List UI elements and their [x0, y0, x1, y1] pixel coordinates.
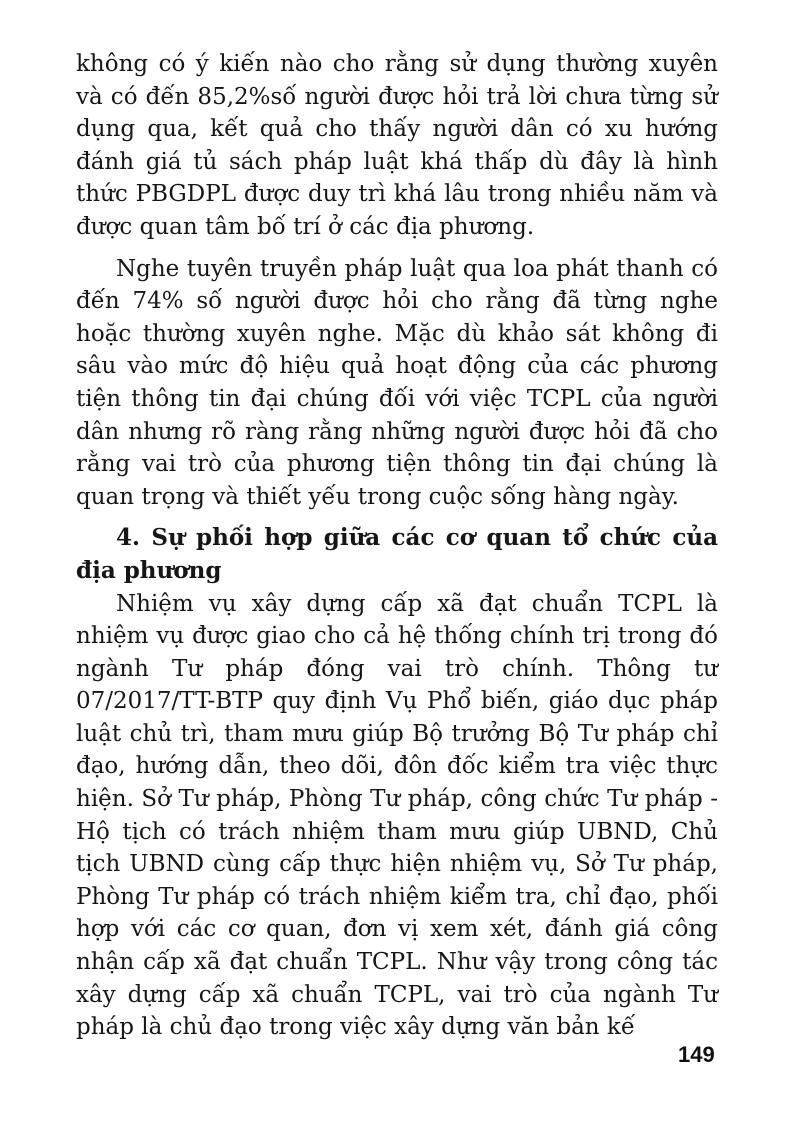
- paragraph-loudspeaker: Nghe tuyên truyền pháp luật qua loa phát thanh có đến 74% số người được hỏi cho rằng đã từng nghe hoặc thường xuyên nghe. Mặc dù khảo sát không đi sâu vào mức độ hiệu quả hoạt động của các phương tiện thông tin đại chúng đối với việc TCPL của người dân nhưng rõ ràng rằng những người được hỏi đã cho rằng vai trò của phương tiện thông tin đại chúng là quan trọng và thiết yếu trong cuộc sống hàng ngày.: [76, 255, 718, 510]
- paragraph-coordination: Nhiệm vụ xây dựng cấp xã đạt chuẩn TCPL là nhiệm vụ được giao cho cả hệ thống chính trị trong đó ngành Tư pháp đóng vai trò chính. Thông tư 07/2017/TT-BTP quy định Vụ Phổ biến, giáo dục pháp luật chủ trì, tham mưu giúp Bộ trưởng Bộ Tư pháp chỉ đạo, hướng dẫn, theo dõi, đôn đốc kiểm tra việc thực hiện. Sở Tư pháp, Phòng Tư pháp, công chức Tư pháp - Hộ tịch có trách nhiệm tham mưu giúp UBND, Chủ tịch UBND cùng cấp thực hiện nhiệm vụ, Sở Tư pháp, Phòng Tư pháp có trách nhiệm kiểm tra, chỉ đạo, phối hợp với các cơ quan, đơn vị xem xét, đánh giá công nhận cấp xã đạt chuẩn TCPL. Như vậy trong công tác xây dựng cấp xã chuẩn TCPL, vai trò của ngành Tư pháp là chủ đạo trong việc xây dựng văn bản kế: [76, 590, 718, 1041]
- paragraph-continuation: không có ý kiến nào cho rằng sử dụng thường xuyên và có đến 85,2%số người được hỏi trả lời chưa từng sử dụng qua, kết quả cho thấy người dân có xu hướng đánh giá tủ sách pháp luật khá thấp dù đây là hình thức PBGDPL được duy trì khá lâu trong nhiều năm và được quan tâm bố trí ở các địa phương.: [76, 51, 718, 240]
- section-heading: 4. Sự phối hợp giữa các cơ quan tổ chức của địa phương: [76, 524, 718, 584]
- body-text: [76, 48, 718, 1044]
- page-number: 149: [678, 1042, 715, 1067]
